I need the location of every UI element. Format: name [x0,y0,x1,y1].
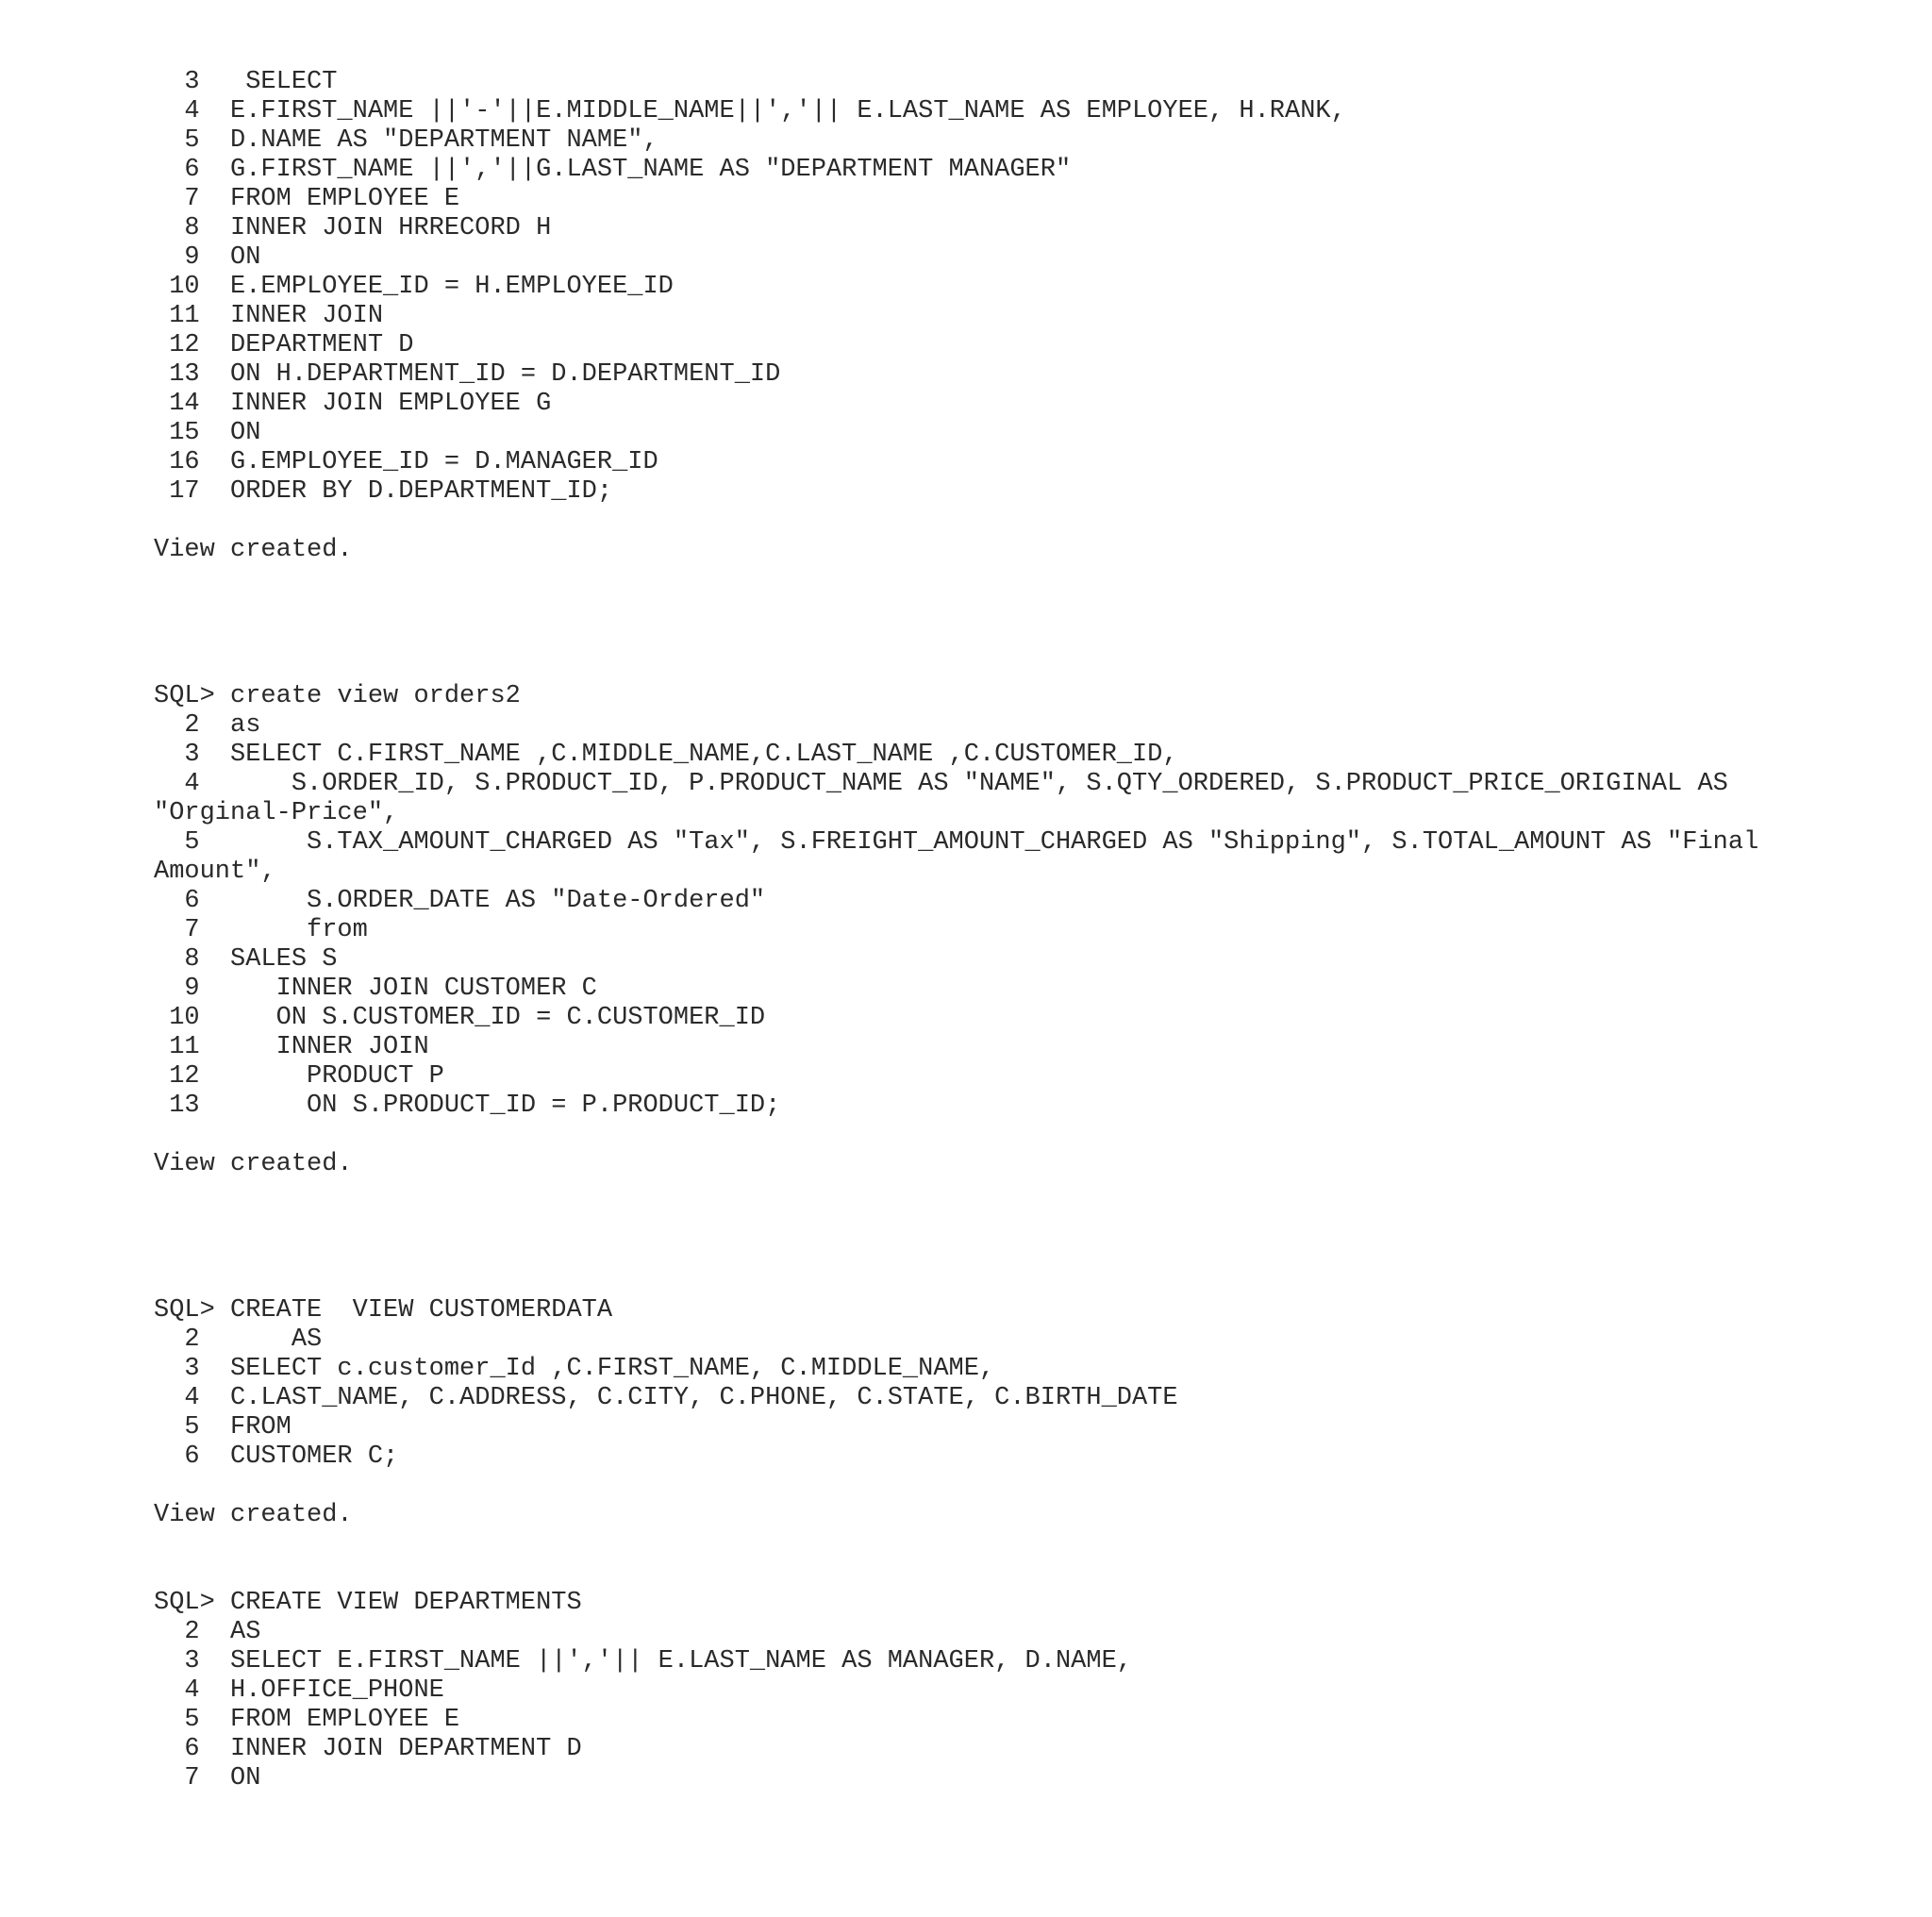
code-line: 6 INNER JOIN DEPARTMENT D [154,1735,582,1763]
code-line: 14 INNER JOIN EMPLOYEE G [154,390,552,418]
code-line: 4 E.FIRST_NAME ||'-'||E.MIDDLE_NAME||','|| E.LAST_NAME AS EMPLOYEE, H.RANK, [154,97,1346,125]
code-line: 10 ON S.CUSTOMER_ID = C.CUSTOMER_ID [154,1004,766,1032]
code-line: 17 ORDER BY D.DEPARTMENT_ID; [154,477,613,506]
sql-block-employee-view [154,68,1890,565]
code-line: 5 FROM [154,1413,291,1442]
code-line: 15 ON [154,419,261,447]
sql-transcript [154,68,1890,1793]
sql-block-departments-view [154,1589,1890,1793]
code-line: "Orginal-Price", [154,799,399,827]
code-line: 2 AS [154,1325,323,1354]
code-line: 9 INNER JOIN CUSTOMER C [154,975,597,1003]
code-line: SQL> create view orders2 [154,682,521,710]
code-line: 7 from [154,916,368,944]
code-line: 10 E.EMPLOYEE_ID = H.EMPLOYEE_ID [154,273,674,301]
code-line: 2 AS [154,1618,261,1646]
result-message: View created. [154,1150,353,1178]
code-line: 5 D.NAME AS "DEPARTMENT NAME", [154,126,658,155]
result-message: View created. [154,1501,353,1529]
code-line: 12 DEPARTMENT D [154,331,414,359]
code-line: 13 ON S.PRODUCT_ID = P.PRODUCT_ID; [154,1092,781,1120]
code-line: 2 as [154,711,261,740]
code-line: 3 SELECT [154,68,338,96]
code-line: 4 S.ORDER_ID, S.PRODUCT_ID, P.PRODUCT_NAME AS "NAME", S.QTY_ORDERED, S.PRODUCT_PRICE_ORIGINAL AS [154,770,1728,798]
code-line: SQL> CREATE VIEW DEPARTMENTS [154,1589,582,1617]
code-line: 16 G.EMPLOYEE_ID = D.MANAGER_ID [154,448,658,476]
code-line: 6 S.ORDER_DATE AS "Date-Ordered" [154,887,766,915]
code-line: 4 H.OFFICE_PHONE [154,1676,444,1705]
code-line: 11 INNER JOIN [154,302,384,330]
code-line: 11 INNER JOIN [154,1033,429,1061]
code-line: Amount", [154,858,276,886]
code-line: 5 S.TAX_AMOUNT_CHARGED AS "Tax", S.FREIGHT_AMOUNT_CHARGED AS "Shipping", S.TOTAL_AMOUNT AS "Final [154,828,1759,857]
code-line: SQL> CREATE VIEW CUSTOMERDATA [154,1296,613,1325]
code-line: 7 ON [154,1764,261,1792]
code-line: 3 SELECT E.FIRST_NAME ||','|| E.LAST_NAME AS MANAGER, D.NAME, [154,1647,1132,1675]
code-line: 13 ON H.DEPARTMENT_ID = D.DEPARTMENT_ID [154,360,781,389]
code-line: 12 PRODUCT P [154,1062,444,1091]
code-line: 7 FROM EMPLOYEE E [154,185,460,213]
code-line: 3 SELECT C.FIRST_NAME ,C.MIDDLE_NAME,C.LAST_NAME ,C.CUSTOMER_ID, [154,741,1178,769]
code-line: 8 INNER JOIN HRRECORD H [154,214,552,242]
result-message: View created. [154,536,353,564]
code-line: 5 FROM EMPLOYEE E [154,1706,460,1734]
code-line: 4 C.LAST_NAME, C.ADDRESS, C.CITY, C.PHONE, C.STATE, C.BIRTH_DATE [154,1384,1178,1412]
code-line: 9 ON [154,243,261,272]
sql-block-customerdata-view [154,1296,1890,1530]
code-line: 8 SALES S [154,945,338,974]
sql-block-orders2-view [154,682,1890,1179]
code-line: 3 SELECT c.customer_Id ,C.FIRST_NAME, C.MIDDLE_NAME, [154,1355,995,1383]
code-line: 6 CUSTOMER C; [154,1442,399,1471]
code-line: 6 G.FIRST_NAME ||','||G.LAST_NAME AS "DEPARTMENT MANAGER" [154,156,1072,184]
